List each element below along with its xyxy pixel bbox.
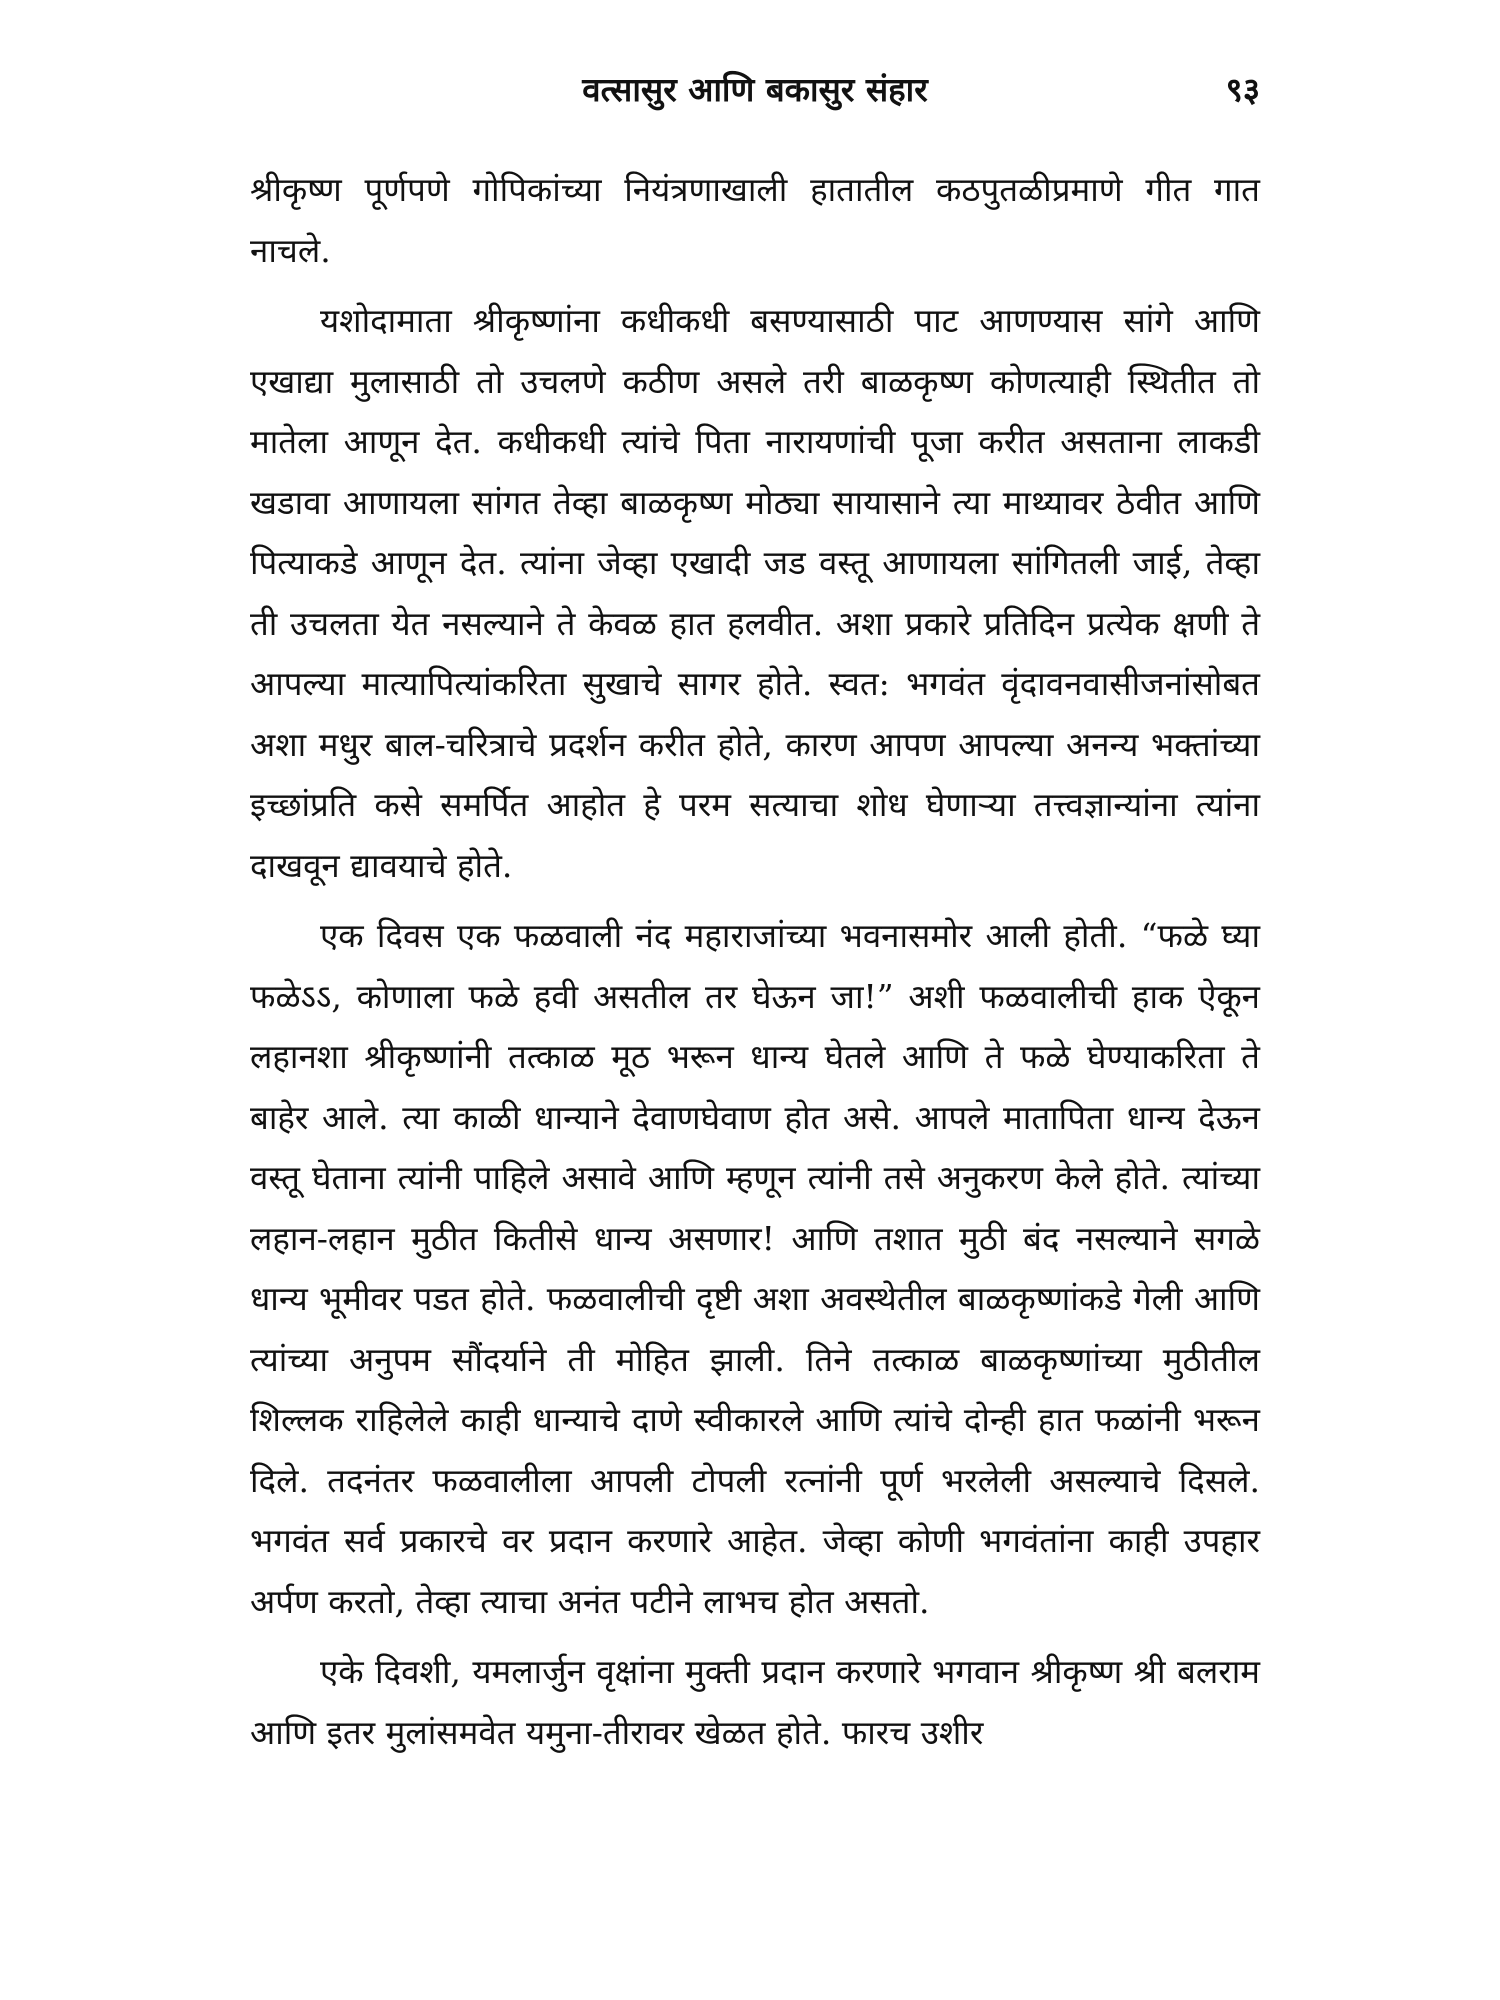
body-text [250,160,1260,1773]
paragraph: यशोदामाता श्रीकृष्णांना कधीकधी बसण्यासाठी पाट आणण्यास सांगे आणि एखाद्या मुलासाठी तो उचलणे कठीण असले तरी बाळकृष्ण कोणत्याही स्थितीत तो मातेला आणून देत. कधीकधी त्यांचे पिता नारायणांची पूजा करीत असताना लाकडी खडावा आणायला सांगत तेव्हा बाळकृष्ण मोठ्या सायासाने त्या माथ्यावर ठेवीत आणि पित्याकडे आणून देत. त्यांना जेव्हा एखादी जड वस्तू आणायला सांगितली जाई, तेव्हा ती उचलता येत नसल्याने ते केवळ हात हलवीत. अशा प्रकारे प्रतिदिन प्रत्येक क्षणी ते आपल्या मात्यापित्यांकरिता सुखाचे सागर होते. स्वत: भगवंत वृंदावनवासीजनांसोबत अशा मधुर बाल-चरित्राचे प्रदर्शन करीत होते, कारण आपण आपल्या अनन्य भक्तांच्या इच्छांप्रति कसे समर्पित आहोत हे परम सत्याचा शोध घेणाऱ्या तत्त्वज्ञान्यांना त्यांना दाखवून द्यावयाचे होते. [250,301,1260,885]
running-title: वत्सासुर आणि बकासुर संहार [582,70,928,109]
paragraph: एके दिवशी, यमलार्जुन वृक्षांना मुक्ती प्रदान करणारे भगवान श्रीकृष्ण श्री बलराम आणि इतर मुलांसमवेत यमुना-तीरावर खेळत होते. फारच उशीर [250,1652,1260,1752]
paragraph: एक दिवस एक फळवाली नंद महाराजांच्या भवनासमोर आली होती. “फळे घ्या फळेऽऽ, कोणाला फळे हवी असतील तर घेऊन जा!” अशी फळवालीची हाक ऐकून लहानशा श्रीकृष्णांनी तत्काळ मूठ भरून धान्य घेतले आणि ते फळे घेण्याकरिता ते बाहेर आले. त्या काळी धान्याने देवाणघेवाण होत असे. आपले मातापिता धान्य देऊन वस्तू घेताना त्यांनी पाहिले असावे आणि म्हणून त्यांनी तसे अनुकरण केले होते. त्यांच्या लहान-लहान मुठीत कितीसे धान्य असणार! आणि तशात मुठी बंद नसल्याने सगळे धान्य भूमीवर पडत होते. फळवालीची दृष्टी अशा अवस्थेतील बाळकृष्णांकडे गेली आणि त्यांच्या अनुपम सौंदर्याने ती मोहित झाली. तिने तत्काळ बाळकृष्णांच्या मुठीतील शिल्लक राहिलेले काही धान्याचे दाणे स्वीकारले आणि त्यांचे दोन्ही हात फळांनी भरून दिले. तदनंतर फळवालीला आपली टोपली रत्नांनी पूर्ण भरलेली असल्याचे दिसले. भगवंत सर्व प्रकारचे वर प्रदान करणारे आहेत. जेव्हा कोणी भगवंतांना काही उपहार अर्पण करतो, तेव्हा त्याचा अनंत पटीने लाभच होत असतो. [250,916,1260,1621]
page-number: ९३ [1225,70,1260,109]
page-header [250,60,1260,120]
paragraph-continued: श्रीकृष्ण पूर्णपणे गोपिकांच्या नियंत्रणाखाली हातातील कठपुतळीप्रमाणे गीत गात नाचले. [250,170,1260,270]
